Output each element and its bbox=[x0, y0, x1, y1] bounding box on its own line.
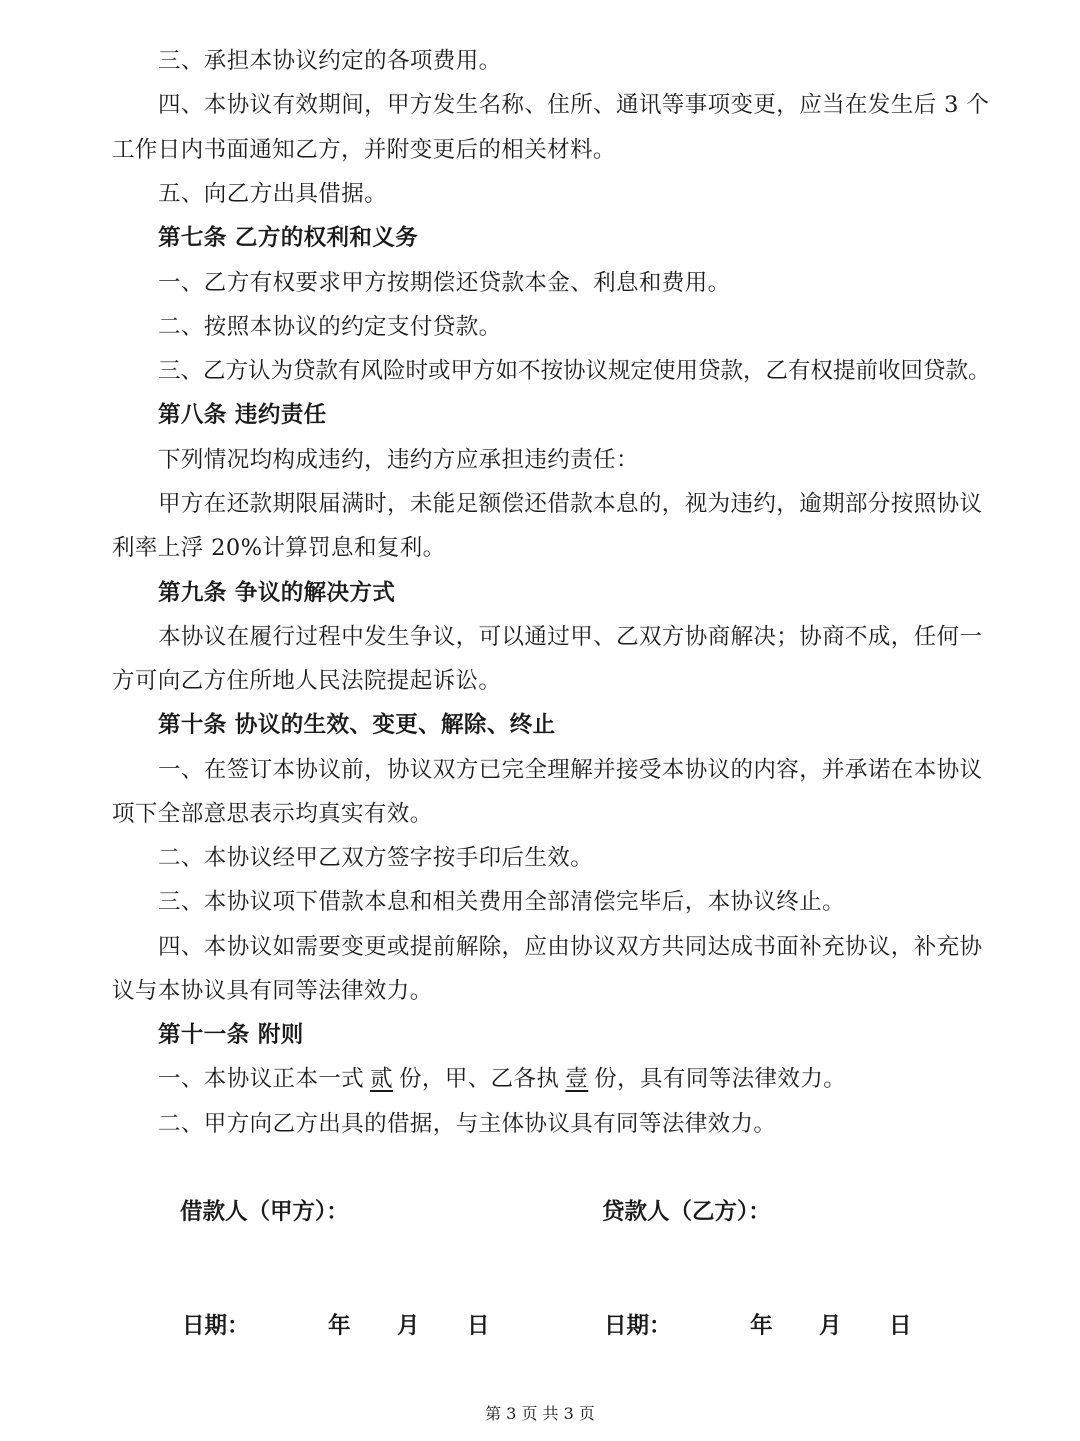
article-7-item-2: 二、按照本协议的约定支付贷款。 bbox=[158, 314, 502, 340]
article-10-item-1-line1: 一、在签订本协议前，协议双方已完全理解并接受本协议的内容，并承诺在本协议 bbox=[158, 757, 983, 783]
lender-signature-label: 贷款人（乙方）： bbox=[602, 1199, 771, 1225]
borrower-date-year: 年 bbox=[328, 1313, 351, 1339]
article-11-item-2: 二、甲方向乙方出具的借据，与主体协议具有同等法律效力。 bbox=[158, 1111, 777, 1137]
article-10-title: 第十条 协议的生效、变更、解除、终止 bbox=[158, 712, 556, 738]
copies-text-mid: 份，甲、乙各执 bbox=[399, 1066, 560, 1092]
lender-date-month: 月 bbox=[819, 1313, 842, 1339]
article-11-title: 第十一条 附则 bbox=[158, 1022, 304, 1048]
article-10-item-2: 二、本协议经甲乙双方签字按手印后生效。 bbox=[158, 845, 594, 871]
article-7-item-3: 三、乙方认为贷款有风险时或甲方如不按协议规定使用贷款，乙有权提前收回贷款。 bbox=[158, 358, 991, 384]
lender-date-day: 日 bbox=[889, 1313, 912, 1339]
article-9-title: 第九条 争议的解决方式 bbox=[158, 580, 396, 606]
clause-6-item-4-line1: 四、本协议有效期间，甲方发生名称、住所、通讯等事项变更，应当在发生后 3 个 bbox=[158, 92, 990, 118]
total-copies-value: 贰 bbox=[370, 1066, 394, 1092]
borrower-date-month: 月 bbox=[397, 1313, 420, 1339]
article-8-item-1-line2: 利率上浮 20%计算罚息和复利。 bbox=[112, 535, 446, 561]
each-copies-value: 壹 bbox=[565, 1066, 589, 1092]
article-7-title: 第七条 乙方的权利和义务 bbox=[158, 225, 419, 251]
lender-date-label: 日期： bbox=[604, 1313, 672, 1339]
copies-text-pre: 一、本协议正本一式 bbox=[158, 1066, 365, 1092]
borrower-date-label: 日期： bbox=[182, 1313, 250, 1339]
borrower-signature-label: 借款人（甲方）： bbox=[180, 1199, 349, 1225]
article-10-item-4-line1: 四、本协议如需要变更或提前解除，应由协议双方共同达成书面补充协议，补充协 bbox=[158, 934, 983, 960]
article-8-title: 第八条 违约责任 bbox=[158, 402, 327, 428]
article-10-item-3: 三、本协议项下借款本息和相关费用全部清偿完毕后，本协议终止。 bbox=[158, 889, 846, 915]
copies-text-post: 份，具有同等法律效力。 bbox=[594, 1066, 847, 1092]
article-9-item-1-line2: 方可向乙方住所地人民法院提起诉讼。 bbox=[112, 668, 502, 694]
clause-6-item-5: 五、向乙方出具借据。 bbox=[158, 181, 388, 207]
article-8-item-1-line1: 甲方在还款期限届满时，未能足额偿还借款本息的，视为违约，逾期部分按照协议 bbox=[158, 491, 983, 517]
article-11-item-1 bbox=[0, 1064, 1080, 1094]
clause-6-item-4-line2: 工作日内书面通知乙方，并附变更后的相关材料。 bbox=[112, 137, 616, 163]
borrower-date-day: 日 bbox=[467, 1313, 490, 1339]
article-7-item-1: 一、乙方有权要求甲方按期偿还贷款本金、利息和费用。 bbox=[158, 270, 731, 296]
lender-date-year: 年 bbox=[750, 1313, 773, 1339]
article-10-item-1-line2: 项下全部意思表示均真实有效。 bbox=[112, 801, 433, 827]
article-8-intro: 下列情况均构成违约，违约方应承担违约责任： bbox=[158, 447, 639, 473]
article-9-item-1-line1: 本协议在履行过程中发生争议，可以通过甲、乙双方协商解决；协商不成，任何一 bbox=[158, 624, 983, 650]
page-number-footer: 第 3 页 共 3 页 bbox=[485, 1404, 595, 1423]
article-10-item-4-line2: 议与本协议具有同等法律效力。 bbox=[112, 978, 433, 1004]
clause-6-item-3: 三、承担本协议约定的各项费用。 bbox=[158, 48, 502, 74]
